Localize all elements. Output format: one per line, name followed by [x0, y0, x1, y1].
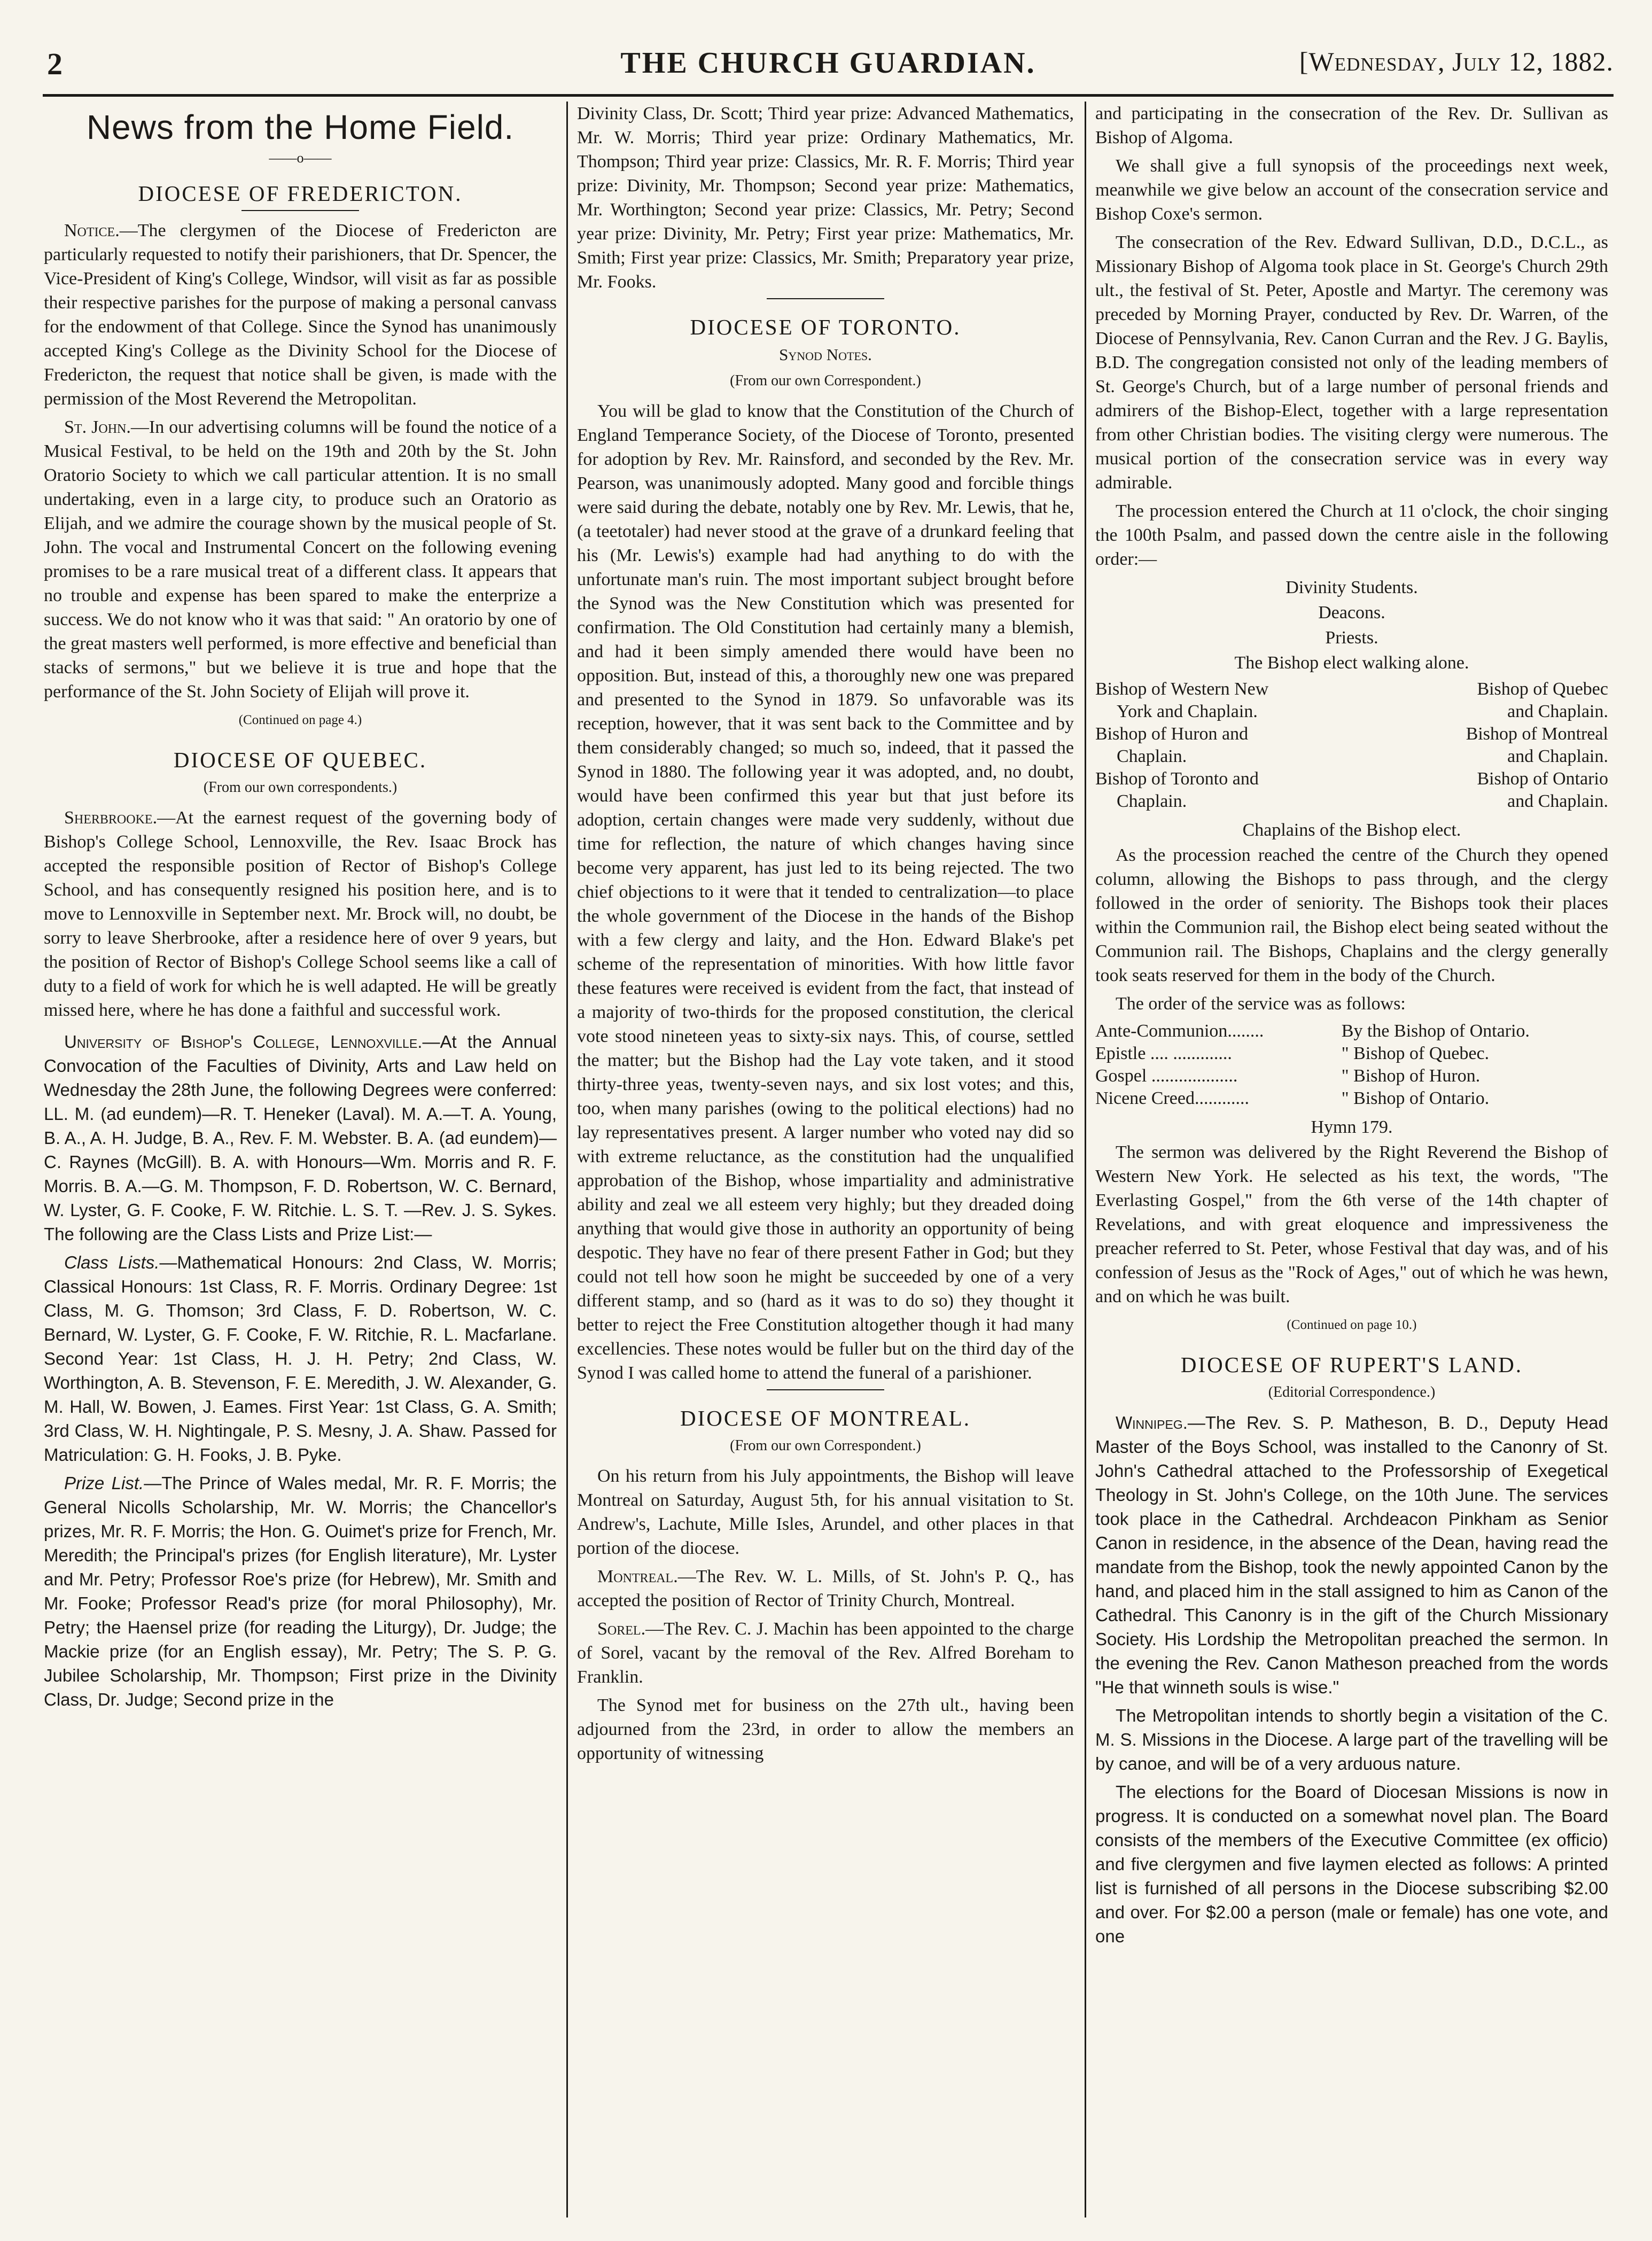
bishop-row: Bishop of Huron and Bishop of Montreal — [1095, 724, 1608, 744]
procession-line: Deacons. — [1318, 603, 1385, 622]
short-rule — [767, 1389, 884, 1390]
correspondent-note: (From our own correspondents.) — [203, 779, 398, 796]
paragraph-lead: Class Lists. — [64, 1252, 160, 1272]
paragraph-lead: University of Bishop's College, Lennoxville. — [64, 1032, 423, 1052]
article-paragraph: Notice.—The clergymen of the Diocese of Fredericton are particularly requested to notify their parishioners, that Dr. Spencer, the Vice-President of King's College, Windsor, will visit as far as possible their respective parishes for the purpose of making a personal canvass for the endowment of that College. Since the Synod has unanimously accepted King's College as the Divinity School for the Diocese of Fredericton, the request that notice shall be given, is made with the permission of the Most Reverend the Metropolitan. — [44, 221, 557, 409]
service-row: Ante-Communion........ By the Bishop of Ontario. — [1095, 1021, 1530, 1041]
article-paragraph: Class Lists.—Mathematical Honours: 2nd Class, W. Morris; Classical Honours: 1st Class, R. F. Morris. Ordinary Degree: 1st Class, M. G. Thomson; 3rd Class, F. D. Robertson, W. C. Bernard, W. Lyster, G. F. Cooke, F. W. Ritchie, R. L. Macfarlane. Second Year: 1st Class, H. J. H. Petry; 2nd Class, W. Worthington, A. B. Stevenson, F. E. Meredith, J. W. Alexander, G. M. Hall, W. Bowen, J. Eames. First Year: 1st Class, G. A. Smith; 3rd Class, W. H. Nightingale, P. S. Mesny, J. A. Shaw. Passed for Matriculation: G. H. Fooks, J. B. Pyke. — [44, 1252, 557, 1465]
hymn-line: Hymn 179. — [1311, 1117, 1393, 1137]
bishop-pairs — [1095, 678, 1608, 813]
diocese-heading-montreal: DIOCESE OF MONTREAL. — [680, 1406, 971, 1430]
article-paragraph: The sermon was delivered by the Right Reverend the Bishop of Western New York. He selected as his text, the words, "The Everlasting Gospel," from the 6th verse of the 14th chapter of Revelations, and with great eloquence and impressiveness the preacher referred to St. Peter, whose Festival that day was, and of his confession of Jesus as the "Rock of Ages," out of which he was hewn, and on which he was built. — [1095, 1142, 1608, 1306]
service-order — [1095, 1020, 1608, 1110]
procession-line: Chaplains of the Bishop elect. — [1242, 820, 1461, 840]
paragraph-lead: Sorel. — [597, 1619, 646, 1639]
procession-line: Divinity Students. — [1285, 578, 1418, 597]
continued-note: (Continued on page 10.) — [1287, 1318, 1417, 1332]
issue-date: [Wednesday, July 12, 1882. — [1299, 46, 1614, 76]
article-paragraph: University of Bishop's College, Lennoxville.—At the Annual Convocation of the Faculties of Divinity, Arts and Law held on Wednesday the 28th June, the following Degrees were conferred: LL. M. (ad eundem)—R. T. Heneker (Laval). M. A.—T. A. Young, B. A., A. H. Judge, B. A., Rev. F. M. Webster. B. A. (ad eundem)—C. Raynes (McGill). B. A. with Honours—Wm. Morris and R. F. Morris. B. A.—G. M. Thompson, F. D. Robertson, W. C. Bernard, W. Lyster, G. F. Cooke, F. W. Ritchie. L. S. T. —Rev. J. S. Sykes. The following are the Class Lists and Prize List:— — [44, 1032, 557, 1244]
correspondent-note: (From our own Correspondent.) — [730, 1437, 921, 1454]
procession-line: The Bishop elect walking alone. — [1234, 653, 1469, 673]
paragraph-lead: Winnipeg. — [1116, 1413, 1188, 1433]
ornament-divider: ——o—— — [269, 150, 332, 166]
article-paragraph: Divinity Class, Dr. Scott; Third year prize: Advanced Mathematics, Mr. W. Morris; Third year prize: Ordinary Mathematics, Mr. Thompson; Third year prize: Classics, Mr. R. F. Morris; Third year prize: Divinity, Mr. Thompson; Second year prize: Mathematics, Mr. Worthington; Second year prize: Classics, Mr. Petry; Second year prize: Divinity, Mr. Petry; First year prize: Mathematics, Mr. Smith; First year prize: Classics, Mr. Smith; Preparatory year prize, Mr. Fooks. — [577, 104, 1074, 292]
article-paragraph: Montreal.—The Rev. W. L. Mills, of St. John's P. Q., has accepted the position of Rector of Trinity Church, Montreal. — [577, 1567, 1074, 1610]
article-paragraph: As the procession reached the centre of the Church they opened column, allowing the Bishops to pass through, and the clergy followed in the order of seniority. The Bishops took their places within the Communion rail, the Bishop elect being seated without the Communion rail. The Bishops, Chaplains and the clergy generally took seats reserved for them in the body of the Church. — [1095, 845, 1608, 985]
subheading: Synod Notes. — [779, 345, 872, 364]
service-row: Nicene Creed............ " Bishop of Ontario. — [1095, 1088, 1490, 1108]
bishop-row: York and Chaplain. and Chaplain. — [1117, 702, 1608, 721]
masthead-rule — [43, 94, 1614, 97]
short-rule — [767, 298, 884, 299]
bishop-row: Chaplain. and Chaplain. — [1117, 746, 1608, 766]
article-paragraph: The order of the service was as follows: — [1116, 994, 1406, 1014]
article-paragraph: The elections for the Board of Diocesan Missions is now in progress. It is conducted on a somewhat novel plan. The Board consists of the members of the Executive Committee (ex officio) and five clergymen and five laymen elected as follows: A printed list is furnished of all persons in the Diocese subscribing $2.00 and over. For $2.00 a person (male or female) has one vote, and one — [1095, 1782, 1608, 1946]
article-paragraph: Winnipeg.—The Rev. S. P. Matheson, B. D., Deputy Head Master of the Boys School, was installed to the Canonry of St. John's Cathedral attached to the Professorship of Exegetical Theology in St. John's College, on the 10th June. The services took place in the Cathedral. Archdeacon Pinkham as Senior Canon in residence, in the absence of the Dean, having read the mandate from the Bishop, took the newly appointed Canon by the hand, and placed him in the stall assigned to him as Canon of the Cathedral. This Canonry is in the gift of the Church Missionary Society. His Lordship the Metropolitan preached the sermon. In the evening the Rev. Canon Matheson preached from the words "He that winneth souls is wise." — [1095, 1413, 1608, 1697]
article-paragraph: Sherbrooke.—At the earnest request of the governing body of Bishop's College School, Lennoxville, the Rev. Isaac Brock has accepted the responsible position of Rector of Bishop's College School, and has consequently resigned his position here, and is to move to Lennoxville in September next. Mr. Brock will, no doubt, be sorry to leave Sherbrooke, after a residence here of over 9 years, but the position of Rector of Bishop's College School seems like a call of duty to a field of work for which he is well adapted. He will be greatly missed here, where he has done a faithful and successful work. — [44, 808, 557, 1020]
correspondent-note: (Editorial Correspondence.) — [1268, 1384, 1436, 1400]
paragraph-lead: Prize List. — [64, 1473, 144, 1493]
column-2 — [577, 102, 1074, 2223]
article-paragraph: You will be glad to know that the Constitution of the Church of England Temperance Society, of the Diocese of Toronto, presented for adoption by Rev. Mr. Rainsford, and seconded by the Rev. Mr. Pearson, was unanimously adopted. Many good and forcible things were said during the debate, notably one by Rev. Mr. Lewis, that he, (a teetotaler) had never stood at the grave of a drunkard feeling that his (Mr. Lewis's) example had had anything to do with the unfortunate man's ruin. The most important subject brought before the Synod was the New Constitution which was presented for confirmation. The Old Constitution had certainly many a blemish, and had it been simply amended there would have been no opposition. But, instead of this, a thoroughly new one was prepared and presented to the Synod in 1879. So unfavorable was its reception, however, that it was sent back to the Committee and by them considerably changed; so much so, indeed, that it passed the Synod in 1880. The following year it was adopted, and, no doubt, would have been confirmed this year but that just before its adoption, certain changes were made very suddenly, without due time for reflection, the nature of which changes having since become very apparent, has just led to its being rejected. The two chief objections to it were that it tended to centralization—to place the whole government of the Diocese in the hands of the Bishop with a few clergy and laity, and the Hon. Edward Blake's pet scheme of the representation of minorities. With how little favor these features were received is evident from the fact, that instead of a majority of two-thirds for the proposed constitution, the clerical vote stood nineteen yeas to sixty-six nays. This, of course, settled the matter; but the Bishop had the Lay vote taken, and it stood thirty-three yeas, twenty-seven nays, and six lost votes; and this, too, when many parishes (owing to the political elections) had no lay representatives present. A larger number who voted nay did so with extreme reluctance, as the constitution had the unqualified approbation of the Bishop, whose impartiality and administrative ability and zeal we all esteem very highly; but they dreaded doing anything that would give those in authority an opportunity of being despotic. They have no fear of there present Father in God; but they could not tell how soon he might be succeeded by one of a very different stamp, and so (hard as it was to do so) they thought it better to reject the Free Constitution altogether though it had many excellencies. These notes would be fuller but on the third day of the Synod I was called home to attend the funeral of a parishioner. — [577, 401, 1074, 1383]
newspaper-title: THE CHURCH GUARDIAN. — [620, 46, 1036, 80]
paragraph-lead: Notice. — [64, 221, 120, 240]
article-paragraph: The consecration of the Rev. Edward Sullivan, D.D., D.C.L., as Missionary Bishop of Algoma took place in St. George's Church 29th ult., the festival of St. Peter, Apostle and Martyr. The ceremony was preceded by Morning Prayer, conducted by Rev. Dr. Warren, of the Diocese of Pennsylvania, Rev. Canon Curran and the Rev. J G. Baylis, B.D. The congregation consisted not only of the leading members of St. George's Church, but of a large number of personal friends and admirers of the Bishop-Elect, together with a large representation from other Christian bodies. The visiting clergy were numerous. The musical portion of the consecration service was in every way admirable. — [1095, 232, 1608, 493]
diocese-heading-ruperts-land: DIOCESE OF RUPERT'S LAND. — [1180, 1352, 1523, 1377]
column-divider — [566, 102, 568, 2217]
article-paragraph: The procession entered the Church at 11 o'clock, the choir singing the 100th Psalm, and passed down the centre aisle in the following order:— — [1095, 501, 1608, 569]
short-rule — [241, 210, 359, 211]
masthead — [43, 46, 1614, 94]
diocese-heading-fredericton: DIOCESE OF FREDERICTON. — [138, 181, 463, 206]
paragraph-lead: St. John. — [64, 417, 131, 437]
bishop-row: Bishop of Western New Bishop of Quebec — [1095, 679, 1608, 699]
bishop-row: Chaplain. and Chaplain. — [1117, 791, 1608, 811]
column-1 — [44, 102, 557, 2223]
article-paragraph: St. John.—In our advertising columns will be found the notice of a Musical Festival, to be held on the 19th and 20th by the St. John Oratorio Society to which we call particular attention. It is no small undertaking, even in a large city, to produce such an Oratorio as Elijah, and we admire the courage shown by the musical people of St. John. The vocal and Instrumental Concert on the following evening promises to be a rare musical treat of a different class. It appears that no trouble and expense has been spared to make the enterprize a success. We do not know who it was that said: " An oratorio by one of the great masters well performed, is more effective and beneficial than stacks of sermons," but we believe it is true and hope that the performance of the St. John Society of Elijah will prove it. — [44, 417, 557, 702]
article-paragraph: The Metropolitan intends to shortly begin a visitation of the C. M. S. Missions in the Diocese. A large part of the travelling will be by canoe, and will be of a very arduous nature. — [1095, 1706, 1608, 1773]
procession-line: Priests. — [1325, 628, 1378, 648]
column-divider — [1085, 102, 1086, 2217]
article-paragraph: Sorel.—The Rev. C. J. Machin has been appointed to the charge of Sorel, vacant by the removal of the Rev. Alfred Boreham to Franklin. — [577, 1619, 1074, 1687]
paragraph-lead: Montreal. — [597, 1567, 678, 1586]
procession-order — [1095, 575, 1608, 675]
article-paragraph: On his return from his July appointments, the Bishop will leave Montreal on Saturday, August 5th, for his annual visitation to St. Andrew's, Lachute, Mille Isles, Arundel, and other places in that portion of the diocese. — [577, 1466, 1074, 1558]
service-row: Gospel ................... " Bishop of Huron. — [1095, 1066, 1480, 1086]
service-row: Epistle .... ............. " Bishop of Quebec. — [1095, 1044, 1490, 1063]
continued-note: (Continued on page 4.) — [238, 713, 362, 727]
column-3 — [1095, 102, 1608, 2223]
article-paragraph: Prize List.—The Prince of Wales medal, Mr. R. F. Morris; the General Nicolls Scholarship, Mr. W. Morris; the Chancellor's prizes, Mr. R. F. Morris; the Hon. G. Ouimet's prize for French, Mr. Meredith; the Principal's prizes (for English literature), Mr. Lyster and Mr. Petry; Professor Roe's prize (for Hebrew), Mr. Smith and Mr. Fooke; Professor Read's prize (for moral Philosophy), Mr. Petry; the Haensel prize (for reading the Liturgy), Dr. Judge; the Mackie prize (for an English essay), Mr. Petry; The S. P. G. Jubilee Scholarship, Mr. Thompson; First prize in the Divinity Class, Dr. Judge; Second prize in the — [44, 1473, 557, 1709]
bishop-row: Bishop of Toronto and Bishop of Ontario — [1095, 769, 1608, 789]
article-paragraph: We shall give a full synopsis of the proceedings next week, meanwhile we give below an account of the consecration service and Bishop Coxe's sermon. — [1095, 156, 1608, 224]
article-paragraph: and participating in the consecration of the Rev. Dr. Sullivan as Bishop of Algoma. — [1095, 104, 1608, 147]
correspondent-note: (From our own Correspondent.) — [730, 372, 921, 389]
diocese-heading-toronto: DIOCESE OF TORONTO. — [690, 315, 961, 339]
paragraph-lead: Sherbrooke. — [64, 808, 158, 828]
section-title: News from the Home Field. — [86, 108, 515, 146]
article-paragraph: The Synod met for business on the 27th ult., having been adjourned from the 23rd, in order to allow the members an opportunity of witnessing — [577, 1695, 1074, 1763]
diocese-heading-quebec: DIOCESE OF QUEBEC. — [173, 748, 427, 772]
page-number: 2 — [47, 46, 63, 81]
